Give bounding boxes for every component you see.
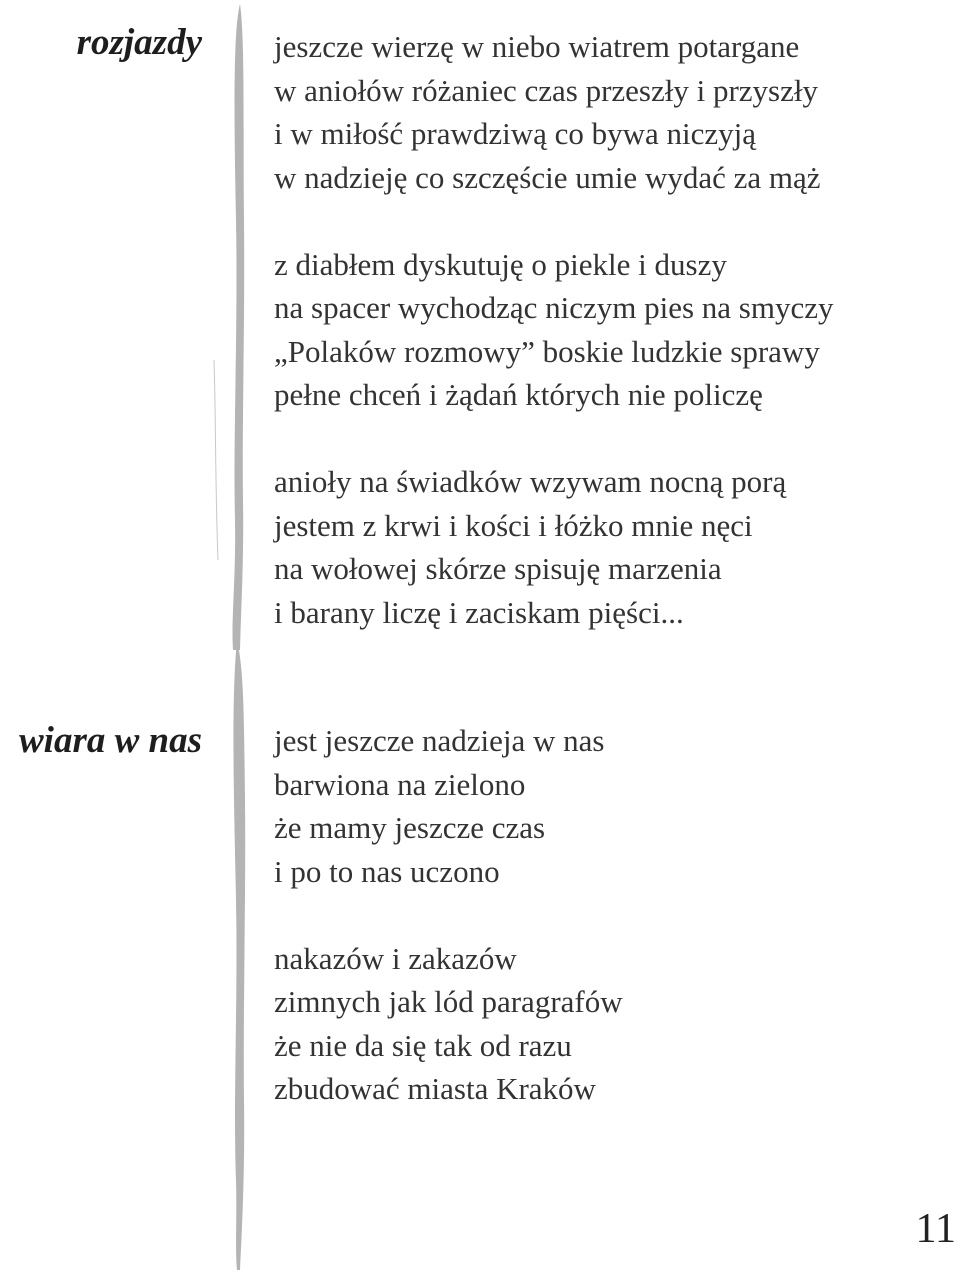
verse-line: zimnych jak lód paragrafów xyxy=(274,984,623,1019)
verse-line: zbudować miasta Kraków xyxy=(274,1071,596,1106)
poem-body-rozjazdy xyxy=(274,25,934,634)
stanza xyxy=(274,243,934,417)
stanza xyxy=(274,460,934,634)
stanza xyxy=(274,719,934,893)
verse-line: „Polaków rozmowy” boskie ludzkie sprawy xyxy=(274,333,820,369)
verse-line: że mamy jeszcze czas xyxy=(274,810,546,845)
verse-line: pełne chceń i żądań których nie policzę xyxy=(274,377,763,412)
verse-line: jest jeszcze nadzieja w nas xyxy=(274,723,605,758)
verse-line: w nadzieję co szczęście umie wydać za mąż xyxy=(274,159,821,195)
decorative-divider-stroke xyxy=(200,0,260,1277)
stanza xyxy=(274,25,934,199)
verse-line: w aniołów różaniec czas przeszły i przyszły xyxy=(274,72,818,108)
poem-title-rozjazdy: rozjazdy xyxy=(76,22,202,63)
verse-line: i barany liczę i zaciskam pięści... xyxy=(274,594,684,630)
page-number: 11 xyxy=(915,1206,956,1252)
verse-line: z diabłem dyskutuję o piekle i duszy xyxy=(274,246,727,282)
stanza xyxy=(274,937,934,1111)
verse-line: jestem z krwi i kości i łóżko mnie nęci xyxy=(274,507,753,543)
divider-hairline xyxy=(214,360,218,560)
verse-line: nakazów i zakazów xyxy=(274,940,517,976)
verse-line: anioły na świadków wzywam nocną porą xyxy=(274,464,787,499)
verse-line: i po to nas uczono xyxy=(274,853,500,889)
verse-line: że nie da się tak od razu xyxy=(274,1027,572,1063)
verse-line: na wołowej skórze spisuję marzenia xyxy=(274,551,722,586)
poem-title-wiara-w-nas: wiara w nas xyxy=(18,720,202,761)
verse-line: barwiona na zielono xyxy=(274,766,526,802)
divider-stroke-upper xyxy=(233,4,245,650)
poem-body-wiara-w-nas xyxy=(274,719,934,1111)
verse-line: jeszcze wierzę w niebo wiatrem potargane xyxy=(274,29,800,64)
verse-line: na spacer wychodząc niczym pies na smyczy xyxy=(274,290,834,325)
divider-stroke-lower xyxy=(233,640,245,1270)
verse-line: i w miłość prawdziwą co bywa niczyją xyxy=(274,116,757,151)
